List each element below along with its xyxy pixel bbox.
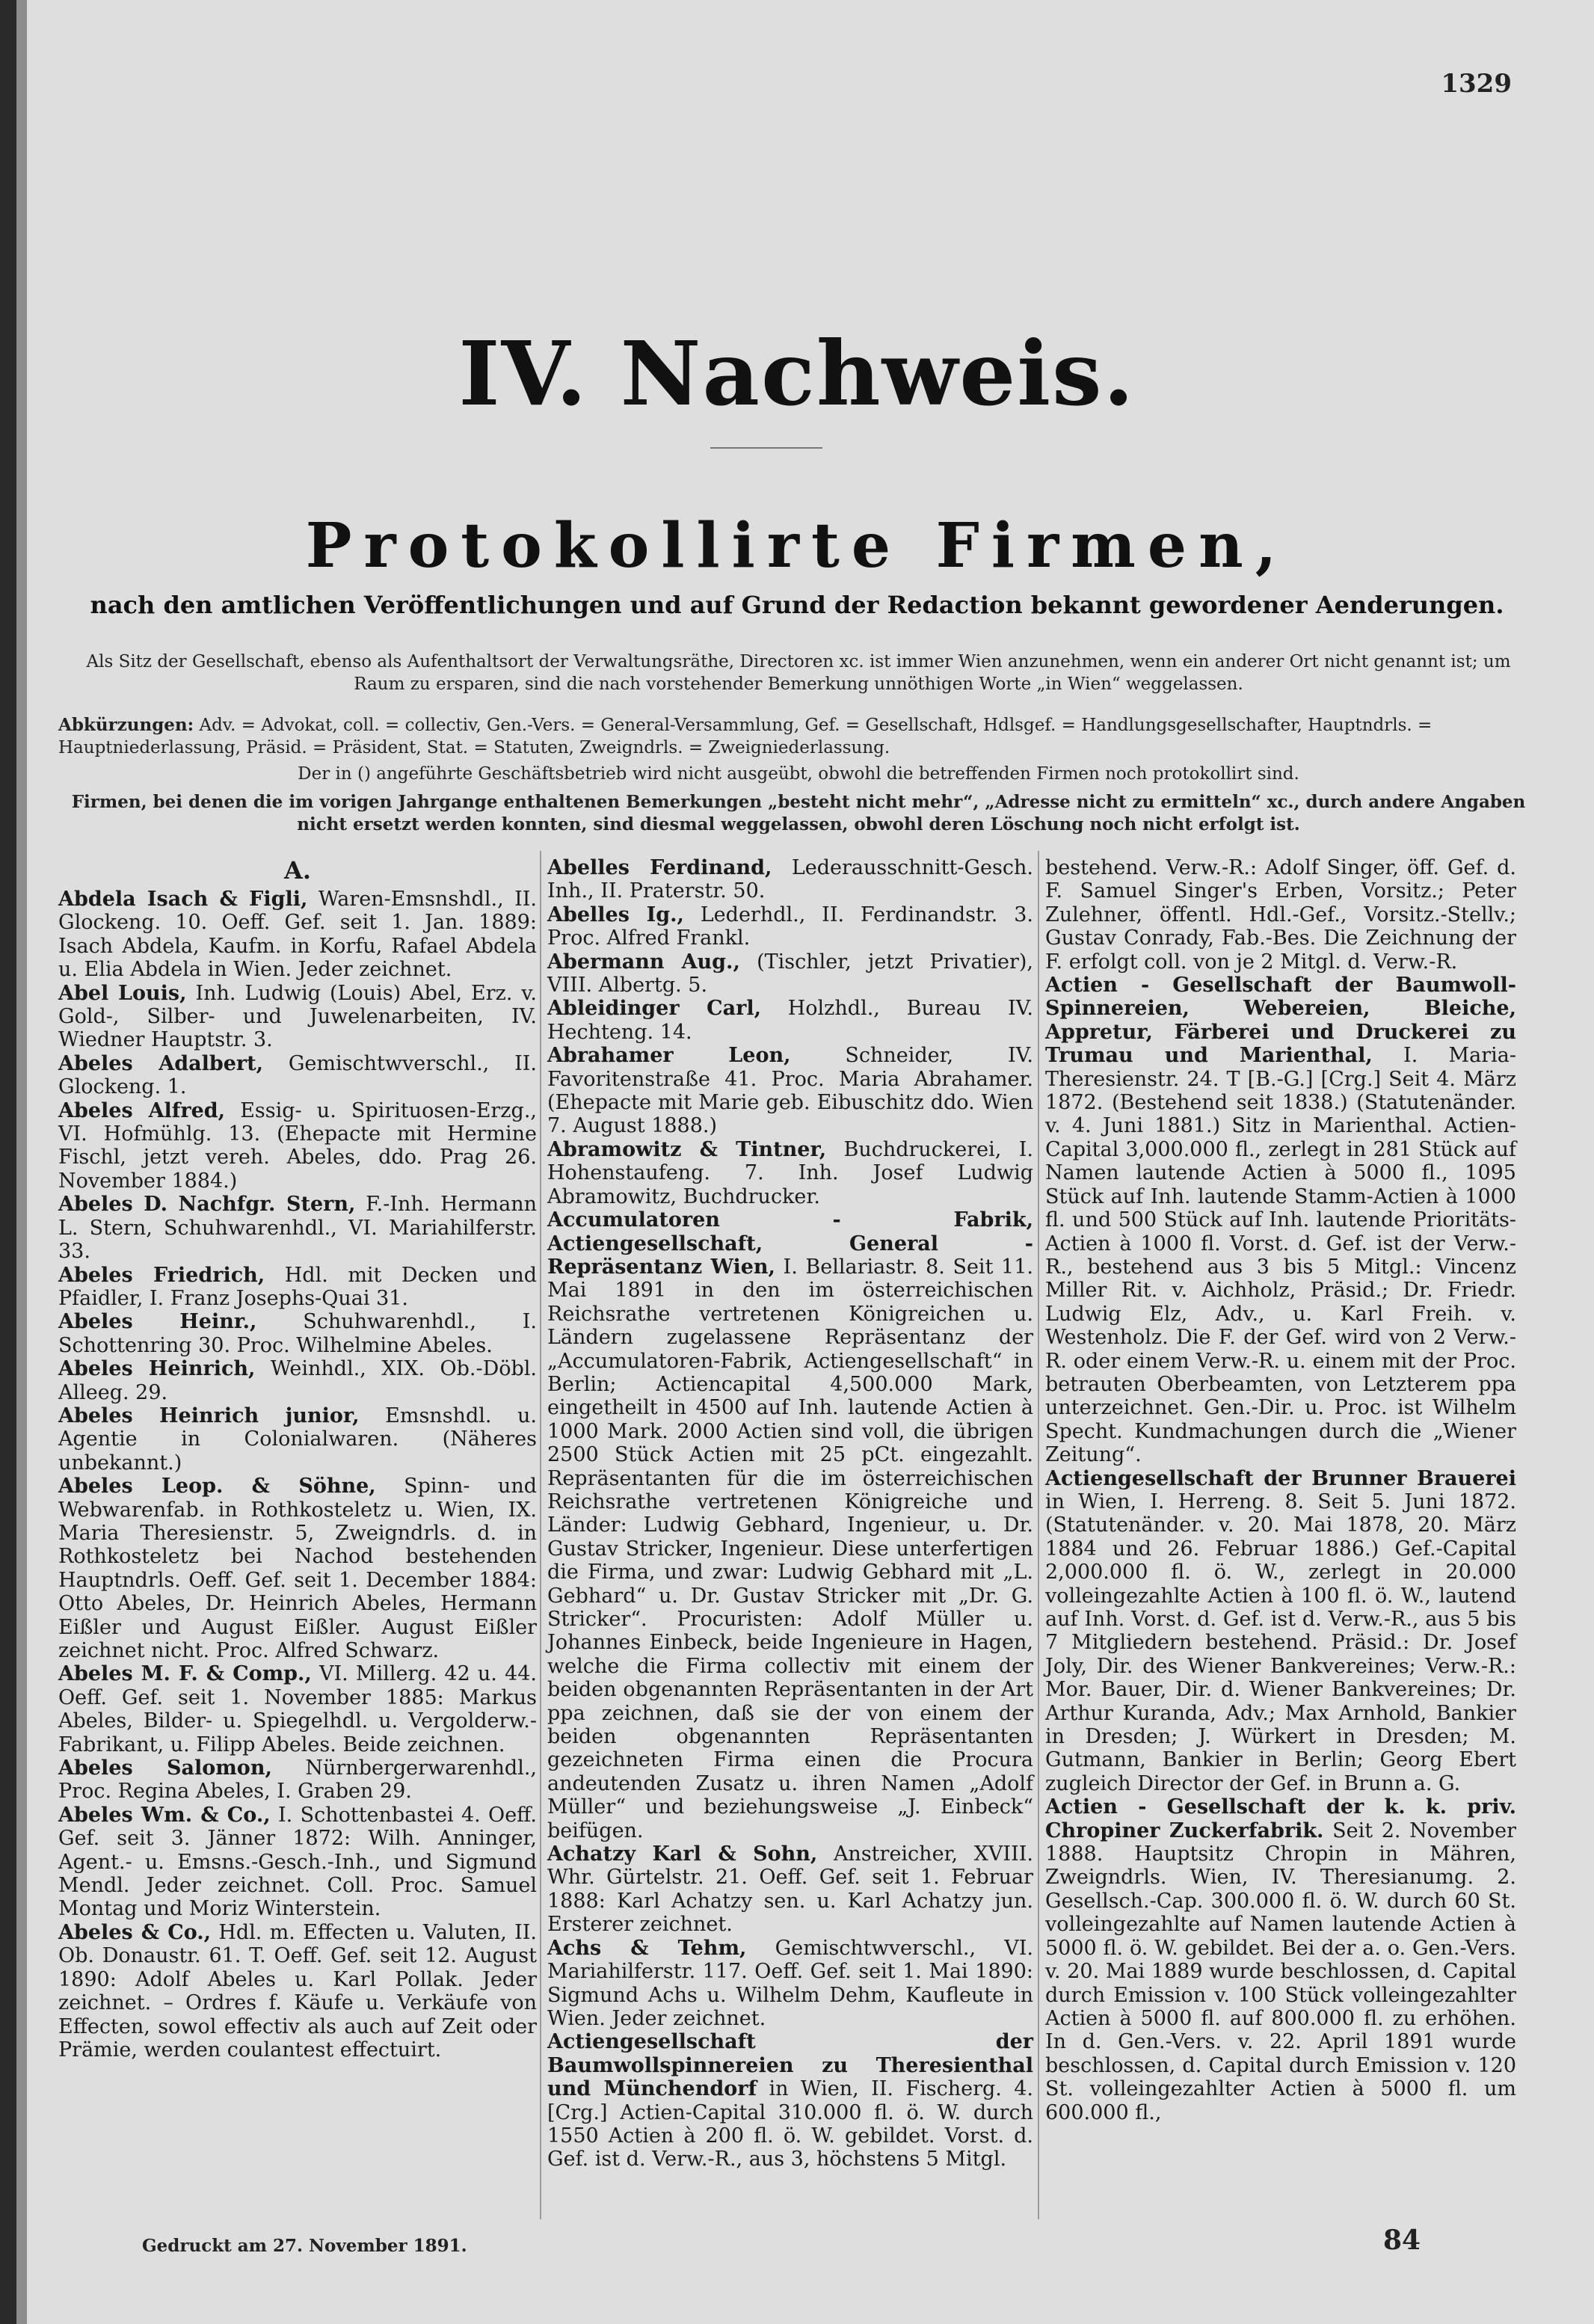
firm-details: Essig- u. Spirituosen-Erzg., VI. Hofmühlg. 13. (Ehepacte mit Hermine Fischl, jetzt vereh. Abeles, ddo. Prag 26. November 1884.): [58, 1098, 537, 1193]
firm-entry: [58, 1921, 537, 2062]
firm-details: F.-Inh. Hermann L. Stern, Schuhwarenhdl., VI. Mariahilferstr. 33.: [58, 1193, 537, 1264]
note-omitted: Firmen, bei denen die im vorigen Jahrgange enthaltenen Bemerkungen „besteht nicht mehr“, „Adresse nicht zu ermitteln“ xc., durch andere Angaben nicht ersetzt werden konnten, sind diesmal weggelassen, obwohl deren Löschung noch nicht erfolgt ist.: [71, 792, 1526, 834]
firm-details: Waren-Emsnshdl., II. Glockeng. 10. Oeff. Gef. seit 1. Jan. 1889: Isach Abdela, Kaufm. in Korfu, Rafael Abdela u. Elia Abdela in Wien. Jeder zeichnet.: [58, 888, 537, 982]
firm-details: (Tischler, jetzt Privatier), VIII. Albertg. 5.: [547, 950, 1033, 997]
firm-name: Abdela Isach & Figli,: [58, 888, 308, 911]
firm-details: Gemischtwverschl., II. Glockeng. 1.: [58, 1051, 537, 1099]
firm-details: Weinhdl., XIX. Ob.-Döbl. Alleeg. 29.: [58, 1357, 537, 1404]
column-divider: [540, 851, 541, 2219]
firm-entry: [547, 1208, 1033, 1842]
firm-details: Emsnshdl. u. Agentie in Colonialwaren. (Näheres unbekannt.): [58, 1404, 538, 1475]
firm-name: Actien - Gesellschaft der Baumwoll-Spinnereien, Webereien, Bleiche, Appretur, Färberei und Druckerei zu Trumau und Marienthal,: [1045, 974, 1516, 1068]
note-abbreviations: [58, 714, 1539, 759]
firm-entry: [547, 997, 1033, 1044]
firm-name: Abelles Ig.,: [547, 903, 684, 926]
page-number: 1329: [1441, 69, 1512, 99]
firm-details: I. Maria-Theresienstr. 24. T [B.-G.] [Crg.] Seit 4. März 1872. (Bestehend seit 1838.) (Statutenänder. v. 4. Juni 1881.) Sitz in Marienthal. Actien-Capital 3,000.000 fl., zerlegt in 281 Stück auf Namen lautende Actien à 5000 fl., 1095 Stück auf Inh. lautende Stamm-Actien à 1000 fl. und 500 Stück auf Inh. lautende Prioritäts-Actien à 1000 fl. Vorst. d. Gef. ist der Verw.-R., bestehend aus 3 bis 5 Mitgl.: Vincenz Miller Rit. v. Aichholz, Präsid.; Dr. Friedr. Ludwig Elz, Adv., u. Karl Freih. v. Westenholz. Die F. der Gef. wird von 2 Verw.-R. oder einem Verw.-R. u. einem mit der Proc. betrauten Oberbeamten, von Letzterem ppa unterzeichnet. Gen.-Dir. u. Proc. ist Wilhelm Specht. Kundmachungen durch die „Wiener Zeitung“.: [1045, 1044, 1516, 1467]
firm-name: Achatzy Karl & Sohn,: [547, 1842, 818, 1866]
firm-name: Abeles Friedrich,: [58, 1263, 265, 1287]
firm-name: Actiengesellschaft der Baumwollspinnereien zu Theresienthal und Münchendorf: [547, 2030, 1033, 2101]
firm-details: Schuhwarenhdl., I. Schottenring 30. Proc. Wilhelmine Abeles.: [58, 1310, 537, 1357]
print-date-footer: Gedruckt am 27. November 1891.: [142, 2236, 467, 2256]
entries-column-3: [1045, 856, 1516, 2124]
entries-column-2: [547, 856, 1033, 2171]
abbr-text: Adv. = Advokat, coll. = collectiv, Gen.-Vers. = General-Versammlung, Gef. = Gesellschaft, Hdlsgef. = Handlungsgesellschafter, Hauptndrls. = Hauptniederlassung, Präsid. = Präsident, Stat. = Statuten, Zweigndrls. = Zweigniederlassung.: [58, 716, 1433, 757]
firm-name: Abeles Adalbert,: [58, 1051, 264, 1075]
note-seat: Als Sitz der Gesellschaft, ebenso als Aufenthaltsort der Verwaltungsräthe, Directoren xc. ist immer Wien anzunehmen, wenn ein anderer Ort nicht genannt ist; um Raum zu ersparen, sind die nach vorstehender Bemerkung unnöthigen Worte „in Wien“ weggelassen.: [86, 652, 1511, 694]
firm-entry: [547, 903, 1033, 950]
firm-name: Abeles Leop. & Söhne,: [58, 1475, 376, 1498]
firm-name: Abeles Wm. & Co.,: [58, 1803, 271, 1827]
abbr-label: Abkürzungen:: [58, 715, 194, 735]
firm-entry: [58, 1662, 537, 1756]
firm-name: Abeles Heinrich junior,: [58, 1404, 360, 1427]
firm-entry: [58, 1099, 537, 1193]
firm-entry: [58, 1310, 537, 1357]
firm-details: I. Schottenbastei 4. Oeff. Gef. seit 3. Jänner 1872: Wilh. Anninger, Agent.- u. Emsns.-Gesch.-Inh., und Sigmund Mendl. Jeder zeichnet. Coll. Proc. Samuel Montag und Moriz Winterstein.: [58, 1803, 537, 1921]
firm-details: Spinn- und Webwarenfab. in Rothkosteletz u. Wien, IX. Maria Theresienstr. 5, Zweigndrls. d. in Rothkosteletz bei Nachod bestehenden Hauptndrls. Oeff. Gef. seit 1. December 1884: Otto Abeles, Dr. Heinrich Abeles, Hermann Eißler und August Eißler. August Eißler zeichnet nicht. Proc. Alfred Schwarz.: [58, 1475, 537, 1662]
section-subtitle: Protokollirte Firmen,: [305, 510, 1289, 582]
section-letter: A.: [284, 856, 311, 885]
firm-entry: [547, 2030, 1033, 2171]
firm-details: I. Bellariastr. 8. Seit 11. Mai 1891 in den im österreichischen Reichsrathe vertretenen Königreichen u. Ländern zugelassene Repräsentanz der „Accumulatoren-Fabrik, Actiengesellschaft“ in Berlin; Actiencapital 4,500.000 Mark, eingetheilt in 4500 auf Inh. lautende Actien à 1000 Mark. 2000 Actien sind voll, die übrigen 2500 Stück Actien mit 25 pCt. eingezahlt. Repräsentanten für die im österreichischen Reichsrathe vertretenen Königreiche und Länder: Ludwig Gebhard, Ingenieur, u. Dr. Gustav Stricker, Ingenieur. Diese unterfertigen die Firma, und zwar: Ludwig Gebhard mit „L. Gebhard“ u. Dr. Gustav Stricker mit „Dr. G. Stricker“. Procuristen: Adolf Müller u. Johannes Einbeck, beide Ingenieure in Hagen, welche die Firma collectiv mit einem der beiden obgenannten Repräsentanten in der Art ppa zeichnen, daß sie der von einem der beiden obgenannten Repräsentanten gezeichneten Firma einen die Procura andeutenden Zusatz u. ihren Namen „Adolf Müller“ und beziehungsweise „J. Einbeck“ beifügen.: [547, 1255, 1033, 1842]
firm-name: Abeles Alfred,: [58, 1098, 226, 1122]
firm-name: Achs & Tehm,: [547, 1936, 747, 1960]
firm-entry: [58, 1756, 537, 1804]
firm-details: Gemischtwverschl., VI. Mariahilferstr. 117. Oeff. Gef. seit 1. Mai 1890: Sigmund Achs u. Wilhelm Dehm, Kaufleute in Wien. Jeder zeichnet.: [547, 1936, 1034, 2030]
firm-name: Abeles Heinr.,: [58, 1310, 257, 1334]
firm-entry: [547, 1138, 1033, 1208]
firm-name: Abramowitz & Tintner,: [547, 1137, 827, 1161]
firm-name: Actien - Gesellschaft der k. k. priv. Chropiner Zuckerfabrik.: [1045, 1795, 1516, 1842]
firm-name: Abeles M. F. & Comp.,: [58, 1662, 312, 1686]
firm-name: Abeles Heinrich,: [58, 1357, 256, 1381]
firm-name: Abeles D. Nachfgr. Stern,: [58, 1193, 356, 1217]
firm-details: VI. Millerg. 42 u. 44. Oeff. Gef. seit 1. November 1885: Markus Abeles, Bilder- u. Spiegelhdl. u. Vergolderw.-Fabrikant, u. Filipp Abeles. Beide zeichnen.: [58, 1662, 537, 1756]
firm-name: Ableidinger Carl,: [547, 997, 761, 1021]
section-subline: nach den amtlichen Veröffentlichungen und auf Grund der Redaction bekannt gewordener Aenderungen.: [90, 591, 1504, 619]
firm-entry: [58, 1052, 537, 1099]
page-title: IV. Nachweis.: [458, 322, 1136, 425]
firm-details: Buchdruckerei, I. Hohenstaufeng. 7. Inh. Josef Ludwig Abramowitz, Buchdrucker.: [547, 1137, 1033, 1208]
firm-details: Hdl. m. Effecten u. Valuten, II. Ob. Donaustr. 61. T. Oeff. Gef. seit 12. August 1890: Adolf Abeles u. Karl Pollak. Jeder zeichnet. – Ordres f. Käufe u. Verkäufe von Effecten, sowol effectiv als auch auf Zeit oder Prämie, werden coulantest effectuirt.: [58, 1920, 537, 2062]
firm-entry: [547, 950, 1033, 997]
firm-name: Abermann Aug.,: [547, 950, 740, 974]
signature-mark: 84: [1383, 2225, 1421, 2256]
firm-name: Abel Louis,: [58, 981, 187, 1005]
firm-name: Abrahamer Leon,: [547, 1044, 791, 1068]
firm-entry: [1045, 1795, 1516, 2124]
firm-name: Abelles Ferdinand,: [547, 856, 772, 879]
firm-name: Actiengesellschaft der Brunner Brauerei: [1045, 1466, 1516, 1490]
firm-details: bestehend. Verw.-R.: Adolf Singer, öff. Gef. d. F. Samuel Singer's Erben, Vorsitz.; Peter Zulehner, öffentl. Hdl.-Gef., Vorsitz.-Stellv.; Gustav Conrady, Fab.-Bes. Die Zeichnung der F. erfolgt coll. von je 2 Mitgl. d. Verw.-R.: [1045, 856, 1516, 974]
firm-details: in Wien, II. Fischerg. 4. [Crg.] Actien-Capital 310.000 fl. ö. W. durch 1550 Actien à 200 fl. ö. W. gebildet. Vorst. d. Gef. ist d. Verw.-R., aus 3, höchstens 5 Mitgl.: [547, 2077, 1033, 2171]
firm-name: Accumulatoren - Fabrik, Actiengesellschaft, General - Repräsentanz Wien,: [547, 1208, 1033, 1279]
firm-entry: [547, 1044, 1033, 1138]
firm-name: Abeles & Co.,: [58, 1920, 212, 1944]
firm-entry: [1045, 856, 1516, 974]
firm-entry: [58, 1804, 537, 1921]
firm-details: Inh. Ludwig (Louis) Abel, Erz. v. Gold-, Silber- und Juwelenarbeiten, IV. Wiedner Hauptstr. 3.: [58, 981, 537, 1052]
firm-name: Abeles Salomon,: [58, 1756, 272, 1780]
firm-entry: [1045, 974, 1516, 1467]
column-divider: [1038, 851, 1039, 2219]
firm-entry: [547, 856, 1033, 903]
firm-details: Nürnbergerwarenhdl., Proc. Regina Abeles, I. Graben 29.: [58, 1756, 537, 1804]
entries-column-1: [58, 856, 537, 2062]
firm-entry: [58, 1404, 537, 1475]
firm-entry: [58, 1475, 537, 1662]
firm-entry: [58, 1357, 537, 1404]
firm-details: Anstreicher, XVIII. Whr. Gürtelstr. 21. Oeff. Gef. seit 1. Februar 1888: Karl Achatzy sen. u. Karl Achatzy jun. Ersterer zeichnet.: [547, 1842, 1033, 1937]
title-divider: [710, 447, 822, 449]
firm-entry: [58, 1264, 537, 1311]
firm-details: in Wien, I. Herreng. 8. Seit 5. Juni 1872. (Statutenänder. v. 20. Mai 1878, 20. März 1884 und 26. Februar 1886.) Gef.-Capital 2,000.000 fl. ö. W., zerlegt in 20.000 volleingezahlte Actien à 100 fl. ö. W., lautend auf Inh. Vorst. d. Gef. ist d. Verw.-R., aus 5 bis 7 Mitgliedern bestehend. Präsid.: Dr. Josef Joly, Dir. des Wiener Bankvereines; Verw.-R.: Mor. Bauer, Dir. d. Wiener Bankvereines; Dr. Arthur Kuranda, Adv.; Max Arnhold, Bankier in Dresden; J. Würkert in Dresden; M. Gutmann, Bankier in Berlin; Georg Ebert zugleich Director der Gef. in Brunn a. G.: [1045, 1490, 1516, 1795]
firm-details: Seit 2. November 1888. Hauptsitz Chropin in Mähren, Zweigndrls. Wien, IV. Theresianumg. 2. Gesellsch.-Cap. 300.000 fl. ö. W. durch 60 St. volleingezahlte auf Namen lautende Actien à 5000 fl. ö. W. gebildet. Bei der a. o. Gen.-Vers. v. 20. Mai 1889 wurde beschlossen, d. Capital durch Emission v. 100 Stück volleingezahlter Actien à 5000 fl. auf 800.000 fl. zu erhöhen. In d. Gen.-Vers. v. 22. April 1891 wurde beschlossen, d. Capital durch Emission v. 120 St. volleingezahlter Actien à 5000 fl. um 600.000 fl.,: [1045, 1819, 1516, 2124]
firm-entry: [58, 888, 537, 982]
firm-entry: [1045, 1467, 1516, 1796]
firm-details: Hdl. mit Decken und Pfaidler, I. Franz Josephs-Quai 31.: [58, 1263, 538, 1310]
firm-details: Lederhdl., II. Ferdinandstr. 3. Proc. Alfred Frankl.: [547, 903, 1033, 950]
note-brackets: Der in () angeführte Geschäftsbetrieb wird nicht ausgeübt, obwohl die betreffenden Firmen noch protokollirt sind.: [298, 764, 1299, 784]
firm-entry: [547, 1937, 1033, 2031]
firm-details: Schneider, IV. Favoritenstraße 41. Proc. Maria Abrahamer. (Ehepacte mit Marie geb. Eibuschitz ddo. Wien 7. August 1888.): [547, 1044, 1033, 1138]
firm-entry: [547, 1842, 1033, 1937]
firm-details: Lederausschnitt-Gesch. Inh., II. Praterstr. 50.: [547, 856, 1033, 903]
firm-details: Holzhdl., Bureau IV. Hechteng. 14.: [547, 997, 1033, 1044]
firm-entry: [58, 982, 537, 1052]
firm-entry: [58, 1193, 537, 1263]
